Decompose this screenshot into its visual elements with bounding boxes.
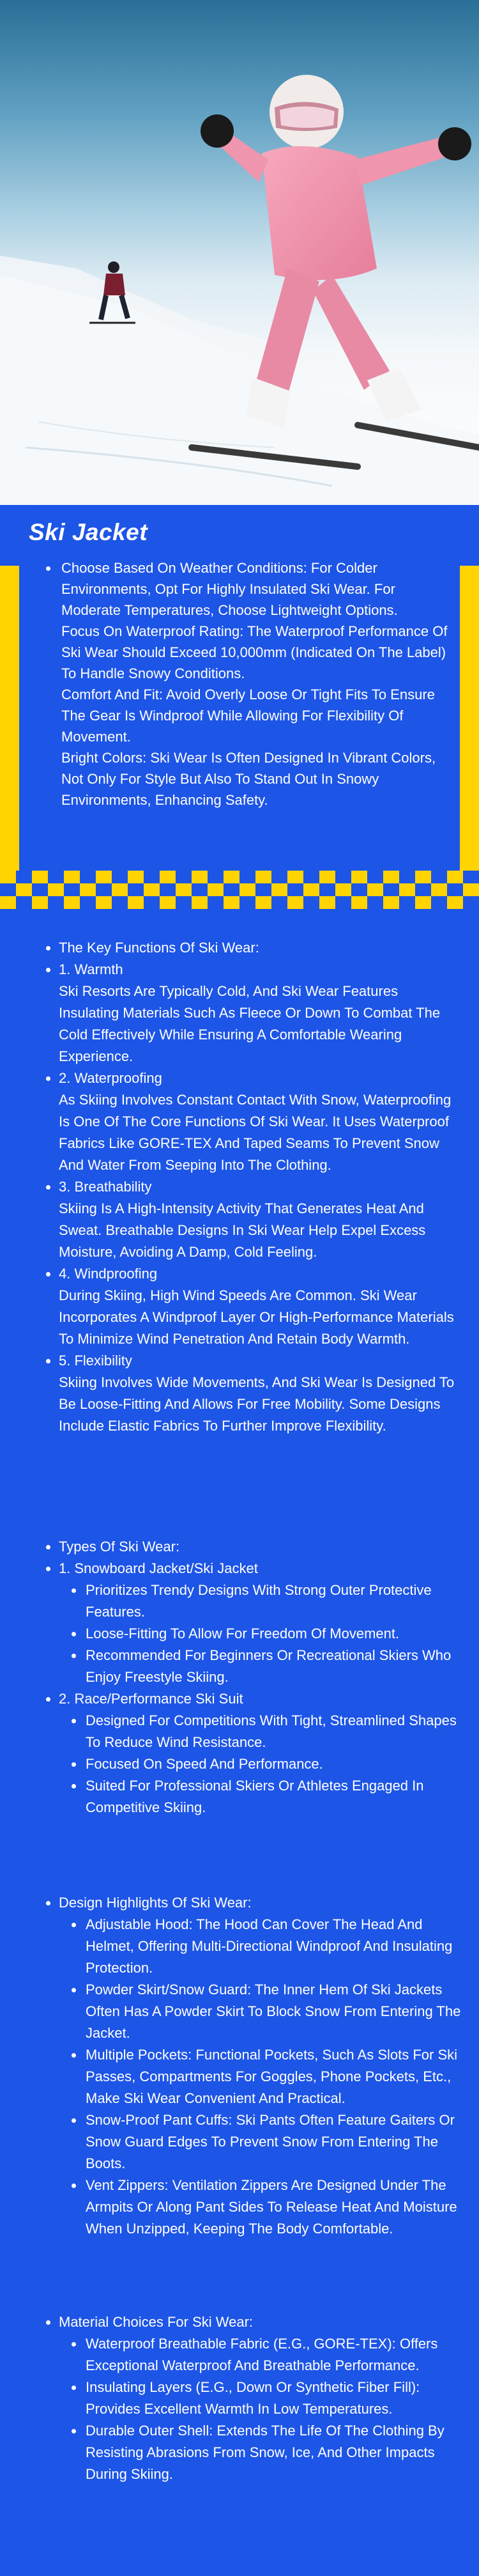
function-title: 2. Waterproofing [40, 1067, 461, 1089]
material-item: Waterproof Breathable Fabric (E.G., GORE-TEX): Offers Exceptional Waterproof And Breathable Performance. [40, 2333, 461, 2377]
function-title: 5. Flexibility [40, 1350, 461, 1372]
function-text: As Skiing Involves Constant Contact With Snow, Waterproofing Is One Of The Core Functions Of Ski Wear. It Uses Waterproof Fabrics Like GORE-TEX And Taped Seams To Prevent Snow And Water From Seeping Into The Clothing. [59, 1092, 452, 1173]
function-text: Skiing Involves Wide Movements, And Ski Wear Is Designed To Be Loose-Fitting And Allows For Free Mobility. Some Designs Include Elastic Fabrics To Further Improve Flexibility. [59, 1374, 455, 1434]
type-item: Focused On Speed And Performance. [40, 1753, 461, 1775]
design-item: Snow-Proof Pant Cuffs: Ski Pants Often Feature Gaiters Or Snow Guard Edges To Prevent Snow From Entering The Boots. [40, 2109, 461, 2175]
type-item: Prioritizes Trendy Designs With Strong Outer Protective Features. [40, 1579, 461, 1623]
function-title: 3. Breathability [40, 1176, 461, 1198]
types-section [40, 1536, 461, 1819]
function-text: Ski Resorts Are Typically Cold, And Ski Wear Features Insulating Materials Such As Fleece Or Down To Combat The Cold Effectively While Ensuring A Comfortable Wearing Experience. [59, 983, 441, 1064]
type-item: Recommended For Beginners Or Recreational Skiers Who Enjoy Freestyle Skiing. [40, 1645, 461, 1688]
card-paragraph: Comfort And Fit: Avoid Overly Loose Or Tight Fits To Ensure The Gear Is Windproof While Allowing For Flexibility Of Movement. [61, 687, 435, 745]
functions-heading: The Key Functions Of Ski Wear: [40, 937, 461, 959]
type-title: 2. Race/Performance Ski Suit [40, 1688, 461, 1710]
function-title: 4. Windproofing [40, 1263, 461, 1285]
material-item: Durable Outer Shell: Extends The Life Of The Clothing By Resisting Abrasions From Snow, Ice, And Other Impacts During Skiing. [40, 2420, 461, 2485]
function-text: Skiing Is A High-Intensity Activity That Generates Heat And Sweat. Breathable Designs In Ski Wear Help Expel Excess Moisture, Avoiding A Damp, Cold Feeling. [59, 1200, 426, 1260]
design-item: Vent Zippers: Ventilation Zippers Are Designed Under The Armpits Or Along Pant Sides To Release Heat And Moisture When Unzipped, Keeping The Body Comfortable. [40, 2175, 461, 2240]
type-item: Designed For Competitions With Tight, Streamlined Shapes To Reduce Wind Resistance. [40, 1710, 461, 1753]
function-text: During Skiing, High Wind Speeds Are Common. Ski Wear Incorporates A Windproof Layer Or High-Performance Materials To Minimize Wind Penetration And Retain Body Warmth. [59, 1287, 454, 1347]
material-item: Insulating Layers (E.G., Down Or Synthetic Fiber Fill): Provides Excellent Warmth In Low Temperatures. [40, 2377, 461, 2420]
design-heading: Design Highlights Of Ski Wear: [40, 1892, 461, 1914]
design-item: Multiple Pockets: Functional Pockets, Such As Slots For Ski Passes, Compartments For Goggles, Phone Pockets, Etc., Make Ski Wear Convenient And Practical. [40, 2044, 461, 2109]
skier-illustration [0, 0, 479, 505]
checkered-strip [0, 871, 479, 909]
function-title: 1. Warmth [40, 959, 461, 981]
card-bullet-list [38, 557, 450, 811]
type-title: 1. Snowboard Jacket/Ski Jacket [40, 1558, 461, 1579]
design-item: Powder Skirt/Snow Guard: The Inner Hem Of Ski Jackets Often Has A Powder Skirt To Block Snow From Entering The Jacket. [40, 1979, 461, 2044]
type-item: Loose-Fitting To Allow For Freedom Of Movement. [40, 1623, 461, 1645]
card-paragraph: Focus On Waterproof Rating: The Waterproof Performance Of Ski Wear Should Exceed 10,000mm (Indicated On The Label) To Handle Snowy Conditions. [61, 623, 448, 681]
design-section [40, 1892, 461, 2240]
design-item: Adjustable Hood: The Hood Can Cover The Head And Helmet, Offering Multi-Directional Windproof And Insulating Protection. [40, 1914, 461, 1979]
types-heading: Types Of Ski Wear: [40, 1536, 461, 1558]
type-item: Suited For Professional Skiers Or Athletes Engaged In Competitive Skiing. [40, 1775, 461, 1819]
card-paragraph: Bright Colors: Ski Wear Is Often Designed In Vibrant Colors, Not Only For Style But Also To Stand Out In Snowy Environments, Enhancing Safety. [61, 750, 436, 808]
card-bullet [38, 557, 450, 811]
materials-section [40, 2311, 461, 2485]
functions-section [40, 937, 461, 1437]
card-paragraph: Choose Based On Weather Conditions: For Colder Environments, Opt For Highly Insulated Ski Wear. For Moderate Temperatures, Choose Lightweight Options. [61, 560, 398, 618]
materials-heading: Material Choices For Ski Wear: [40, 2311, 461, 2333]
hero-photo [0, 0, 479, 505]
card-title: Ski Jacket [29, 519, 148, 545]
